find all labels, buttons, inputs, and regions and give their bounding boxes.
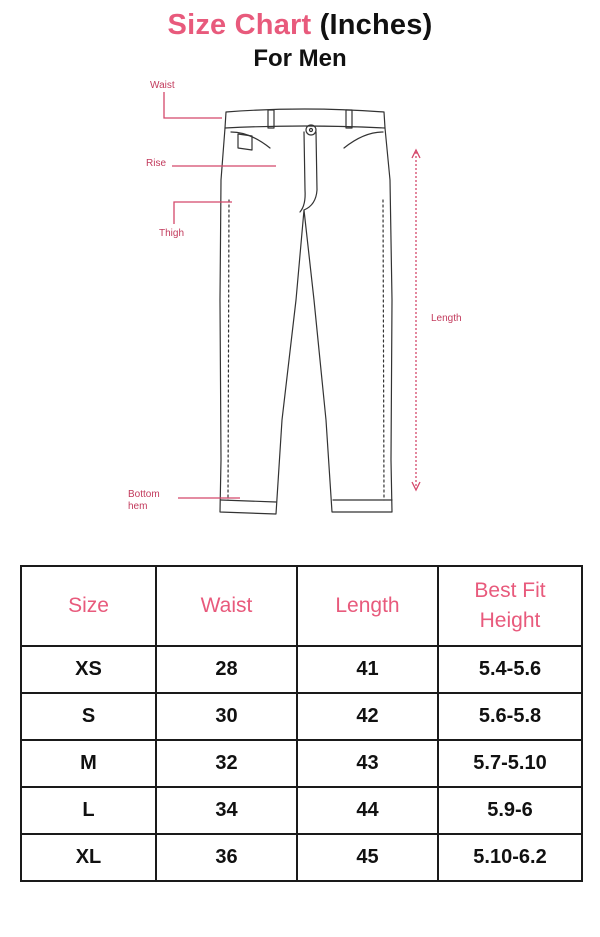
cell-waist: 32 bbox=[156, 740, 297, 787]
title-unit: (Inches) bbox=[319, 9, 433, 41]
table-row bbox=[21, 740, 582, 787]
jeans-drawing bbox=[220, 109, 392, 514]
table-row bbox=[21, 646, 582, 693]
header-best-fit-line2: Height bbox=[479, 609, 541, 632]
header-length: Length bbox=[297, 566, 438, 646]
cell-length: 41 bbox=[297, 646, 438, 693]
length-label: Length bbox=[431, 313, 462, 324]
cell-height: 5.6-5.8 bbox=[438, 693, 582, 740]
waist-label: Waist bbox=[150, 80, 175, 91]
thigh-label: Thigh bbox=[159, 228, 185, 239]
cell-size: S bbox=[21, 693, 156, 740]
cell-waist: 36 bbox=[156, 834, 297, 881]
bottom-hem-label bbox=[128, 489, 160, 513]
cell-length: 43 bbox=[297, 740, 438, 787]
table-row bbox=[21, 787, 582, 834]
measurement-lines bbox=[164, 92, 420, 498]
cell-waist: 28 bbox=[156, 646, 297, 693]
header-waist: Waist bbox=[156, 566, 297, 646]
bottom-hem-label-line2: hem bbox=[128, 501, 148, 512]
table-row bbox=[21, 834, 582, 881]
header-best-fit-line1: Best Fit bbox=[474, 579, 546, 602]
cell-waist: 30 bbox=[156, 693, 297, 740]
cell-size: XS bbox=[21, 646, 156, 693]
cell-length: 44 bbox=[297, 787, 438, 834]
bottom-hem-label-line1: Bottom bbox=[128, 489, 160, 500]
thigh-leader bbox=[174, 202, 232, 224]
cell-height: 5.9-6 bbox=[438, 787, 582, 834]
cell-size: L bbox=[21, 787, 156, 834]
table-header-row bbox=[21, 566, 582, 646]
cell-length: 45 bbox=[297, 834, 438, 881]
title-accent: Size Chart bbox=[167, 9, 312, 41]
header-best-fit-height bbox=[438, 566, 582, 646]
cell-height: 5.10-6.2 bbox=[438, 834, 582, 881]
rise-label: Rise bbox=[146, 158, 167, 169]
table-row bbox=[21, 693, 582, 740]
cell-height: 5.7-5.10 bbox=[438, 740, 582, 787]
cell-waist: 34 bbox=[156, 787, 297, 834]
cell-height: 5.4-5.6 bbox=[438, 646, 582, 693]
size-table bbox=[20, 565, 583, 882]
header-size: Size bbox=[21, 566, 156, 646]
cell-size: XL bbox=[21, 834, 156, 881]
waist-leader bbox=[164, 92, 222, 118]
cell-length: 42 bbox=[297, 693, 438, 740]
page-subtitle: For Men bbox=[253, 45, 347, 72]
cell-size: M bbox=[21, 740, 156, 787]
